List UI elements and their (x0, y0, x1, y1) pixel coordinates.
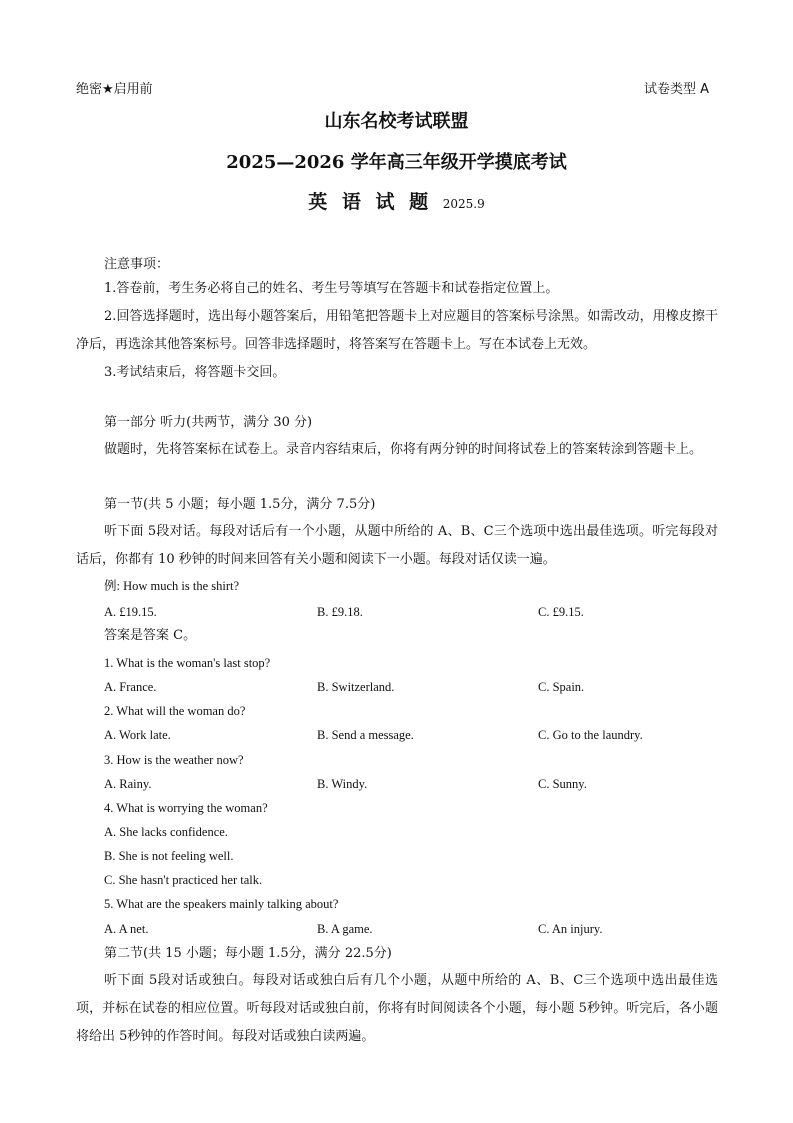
example-option-b: B. £9.18. (317, 605, 363, 619)
example-question: 例: How much is the shirt? (104, 579, 240, 593)
q3-option-b: B. Windy. (317, 777, 368, 791)
part1-instruction: 做题时，先将答案标在试卷上。录音内容结束后，你将有两分钟的时间将试卷上的答案转涂到答题卡上。 (104, 442, 703, 457)
q5-option-b: B. A game. (317, 922, 373, 936)
example-answer: 答案是答案 C。 (104, 628, 197, 643)
notice-item-3: 3.考试结束后，将答题卡交回。 (104, 365, 286, 380)
section1-instruction: 听下面 5段对话。每段对话后有一个小题，从题中所给的 A、B、C三个选项中选出最佳选项。听完每段对话后，你都有 10 秒钟的时间来回答有关小题和阅读下一小题。每段对话仅读一遍。 (76, 524, 718, 567)
question-2: 2. What will the woman do? (104, 704, 246, 718)
section2-instruction: 听下面 5段对话或独白。每段对话或独白后有几个小题，从题中所给的 A、B、C三个选项中选出最佳选项，并标在试卷的相应位置。听每段对话或独白前，你将有时间阅读各个小题，每小题 5秒钟。听完后，各小题将给出 5秒钟的作答时间。每段对话或独白读两遍。 (76, 973, 718, 1044)
confidential-label: 绝密★启用前 (76, 82, 153, 97)
q4-option-b: B. She is not feeling well. (104, 849, 234, 863)
q4-option-a: A. She lacks confidence. (104, 825, 228, 839)
example-option-c: C. £9.15. (538, 605, 584, 619)
question-5: 5. What are the speakers mainly talking about? (104, 897, 339, 911)
section1-heading: 第一节(共 5 小题；每小题 1.5分，满分 7.5分) (104, 497, 376, 512)
exam-title: 2025—2026 学年高三年级开学摸底考试 (226, 152, 567, 173)
example-option-a: A. £19.15. (104, 605, 157, 619)
alliance-title: 山东名校考试联盟 (324, 111, 469, 132)
q1-option-b: B. Switzerland. (317, 680, 395, 694)
question-1: 1. What is the woman's last stop? (104, 656, 271, 670)
notice-item-2: 2.回答选择题时，选出每小题答案后，用铅笔把答题卡上对应题目的答案标号涂黑。如需改动，用橡皮擦干净后，再选涂其他答案标号。回答非选择题时，将答案写在答题卡上。写在本试卷上无效。 (76, 309, 718, 352)
q3-option-a: A. Rainy. (104, 777, 152, 791)
q2-option-a: A. Work late. (104, 728, 171, 742)
q5-option-a: A. A net. (104, 922, 149, 936)
exam-date: 2025.9 (442, 197, 485, 211)
notice-heading: 注意事项： (104, 257, 170, 272)
question-3: 3. How is the weather now? (104, 753, 244, 767)
question-4: 4. What is worrying the woman? (104, 801, 268, 815)
part1-heading: 第一部分 听力(共两节，满分 30 分) (104, 415, 313, 430)
q1-option-c: C. Spain. (538, 680, 585, 694)
q2-option-b: B. Send a message. (317, 728, 414, 742)
section2-heading: 第二节(共 15 小题；每小题 1.5分，满分 22.5分) (104, 946, 392, 961)
notice-item-1: 1.答卷前，考生务必将自己的姓名、考生号等填写在答题卡和试卷指定位置上。 (104, 281, 559, 296)
q1-option-a: A. France. (104, 680, 157, 694)
q5-option-c: C. An injury. (538, 922, 603, 936)
subject-title (0, 187, 793, 214)
q2-option-c: C. Go to the laundry. (538, 728, 643, 742)
subject-name: 英 语 试 题 (308, 191, 433, 213)
paper-type-label: 试卷类型 A (643, 82, 709, 97)
q3-option-c: C. Sunny. (538, 777, 587, 791)
q4-option-c: C. She hasn't practiced her talk. (104, 873, 263, 887)
